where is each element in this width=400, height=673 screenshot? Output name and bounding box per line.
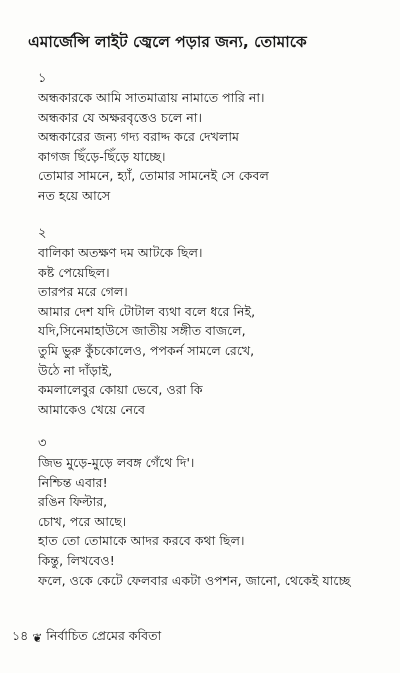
poem-line: কিন্তু, লিখবেও! bbox=[38, 552, 115, 568]
leaf-ornament-icon: ❦ bbox=[32, 631, 43, 645]
poem-line: জিভ মুড়ে-মুড়ে লবঙ্গ গেঁথে দি'। bbox=[38, 455, 195, 470]
poem-line: অন্ধকারের জন্য গদ্য বরাদ্দ করে দেখলাম bbox=[38, 129, 239, 145]
poem-line: যদি,সিনেমাহাউসে জাতীয় সঙ্গীত বাজলে, bbox=[38, 323, 246, 339]
poem-line: নিশ্চিন্ত এবার! bbox=[38, 474, 108, 490]
poem-line: রঙিন ফিল্টার, bbox=[38, 494, 108, 510]
poem-line: তারপর মরে গেল। bbox=[38, 284, 128, 300]
page-number: ১৪ bbox=[12, 628, 29, 643]
poem-line: হাত তো তোমাকে আদর করবে কথা ছিল। bbox=[38, 533, 245, 549]
poem-line: বালিকা অতক্ষণ দম আটকে ছিল। bbox=[38, 245, 203, 260]
poem-line: ফলে, ওকে কেটে ফেলবার একটা ওপশন, জানো, থেকেই যাচ্ছে bbox=[38, 572, 351, 588]
poem-title: এমার্জেন্সি লাইট জ্বেলে পড়ার জন্য, তোমাকে bbox=[28, 33, 307, 51]
poem-line: উঠে না দাঁড়াই, bbox=[38, 362, 113, 378]
page-footer bbox=[12, 628, 161, 648]
poem-line: তোমার সামনে, হ্যাঁ, তোমার সামনেই সে কেবল bbox=[38, 168, 269, 184]
poem-section-1 bbox=[38, 70, 390, 206]
poem-line: আমাকেও খেয়ে নেবে bbox=[38, 401, 146, 417]
section-number: ১ bbox=[38, 71, 47, 86]
section-number: ৩ bbox=[38, 436, 47, 451]
poem-line: অন্ধকার যে অক্ষরবৃত্তেও চলে না। bbox=[38, 109, 202, 125]
book-title: নির্বাচিত প্রেমের কবিতা bbox=[46, 628, 162, 643]
poem-line: কষ্ট পেয়েছিল। bbox=[38, 264, 110, 280]
poem-section-3 bbox=[38, 435, 390, 590]
section-number: ২ bbox=[38, 226, 47, 241]
poem-line: অন্ধকারকে আমি সাতমাত্রায় নামাতে পারি না। bbox=[38, 90, 265, 105]
poem-section-2 bbox=[38, 225, 390, 419]
poem-line: তুমি ভুরু কুঁচকোলেও, পপকর্ন সামলে রেখে, bbox=[38, 342, 255, 358]
poem-line: কাগজ ছিঁড়ে-ছিঁড়ে যাচ্ছে। bbox=[38, 148, 166, 164]
poem-line: চোখ, পরে আছে। bbox=[38, 513, 127, 529]
poem-line: আমার দেশ যদি টোটাল ব্যথা বলে ধরে নিই, bbox=[38, 303, 256, 319]
poem-line: কমলালেবুর কোয়া ভেবে, ওরা কি bbox=[38, 382, 203, 398]
poem-line: নত হয়ে আসে bbox=[38, 187, 111, 203]
